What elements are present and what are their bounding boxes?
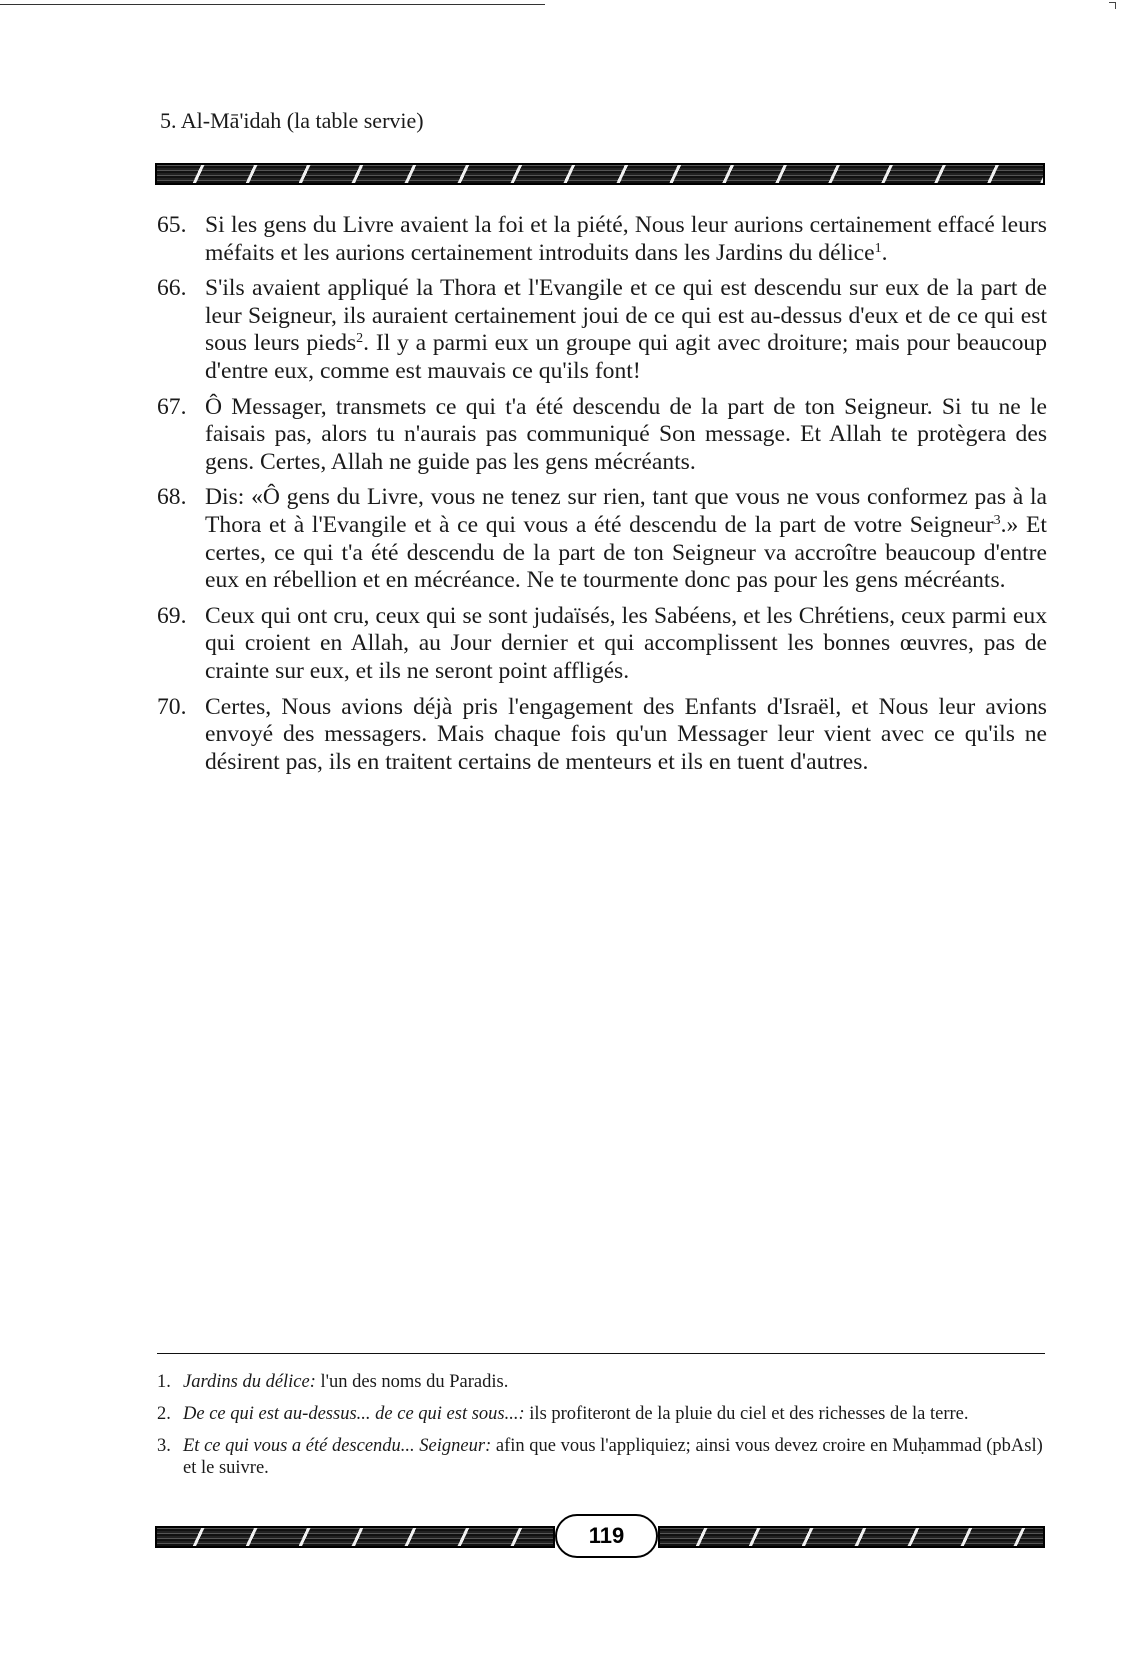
top-rule [0,4,545,5]
footnote-body: De ce qui est au-dessus... de ce qui est sous...: ils profiteront de la pluie du ciel et des richesses de la terre. [183,1404,969,1424]
footnote-term: Et ce qui vous a été descendu... Seigneur: [183,1436,492,1456]
footnote-body: Jardins du délice: l'un des noms du Paradis. [183,1372,509,1392]
footnote-term: De ce qui est au-dessus... de ce qui est sous...: [183,1404,525,1424]
verse-text: Certes, Nous avions déjà pris l'engagement des Enfants d'Israël, et Nous leur avions envoyé des messagers. Mais chaque fois qu'un Messager leur vient avec ce qu'ils ne désirent pas, ils en traitent certains de menteurs et ils en tuent d'autres. [205,693,1047,775]
verse-number: 69. [157,602,187,629]
ornamental-band-bottom-left [155,1526,555,1548]
footnote-2 [157,1403,1045,1425]
footnote-ref[interactable]: 2 [356,331,364,347]
footnote-number: 3. [157,1436,171,1456]
footnote-body: Et ce qui vous a été descendu... Seigneur: afin que vous l'appliquiez; ainsi vous devez croire en Muḥammad (pbAsl) et le suivre. [183,1436,1043,1478]
verse-67 [157,394,1047,477]
footnote-ref[interactable]: 3 [993,512,1001,528]
verse-70 [157,694,1047,777]
verse-text: Si les gens du Livre avaient la foi et la piété, Nous leur aurions certainement effacé leurs méfaits et les aurions certainement introduits dans les Jardins du délice$^1$. [205,212,1047,266]
verse-69 [157,603,1047,686]
footnote-1 [157,1371,1045,1393]
verse-number: 66. [157,275,187,302]
footnote-number: 2. [157,1404,171,1424]
verse-text: S'ils avaient appliqué la Thora et l'Evangile et ce qui est descendu sur eux de la part de leur Seigneur, ils auraient certainement joui de ce qui est au-dessus d'eux et de ce qui est sous leurs pieds$^2$. Il y a parmi eux un groupe qui agit avec droiture; mais pour beaucoup d'entre eux, comme est mauvais ce qu'ils font! [205,275,1047,384]
verse-text: Ceux qui ont cru, ceux qui se sont judaïsés, les Sabéens, et les Chrétiens, ceux parmi eux qui croient en Allah, au Jour dernier et qui accomplissent les bonnes œuvres, pas de crainte sur eux, et ils ne seront point affligés. [205,602,1047,684]
ornamental-band-top [155,163,1045,185]
footnote-separator [157,1353,1045,1354]
verse-number: 70. [157,693,187,720]
footnote-list [157,1371,1045,1489]
footnote-term: Jardins du délice: [183,1372,316,1392]
verse-65 [157,212,1047,267]
verse-68 [157,484,1047,594]
verse-text: Ô Messager, transmets ce qui t'a été descendu de la part de ton Seigneur. Si tu ne le faisais pas, alors tu n'aurais pas communiqué Son message. Et Allah te protègera des gens. Certes, Allah ne guide pas les gens mécréants. [205,393,1047,475]
verse-number: 67. [157,393,187,420]
page-number: 119 [555,1514,658,1558]
verse-number: 65. [157,212,187,238]
running-header: 5. Al-Mā'idah (la table servie) [160,108,424,133]
verse-number: 68. [157,484,187,511]
verse-text: Dis: «Ô gens du Livre, vous ne tenez sur rien, tant que vous ne vous conformez pas à la Thora et à l'Evangile et à ce qui vous a été descendu de la part de votre Seigneur$^3$.» Et certes, ce qui t'a été descendu de la part de ton Seigneur va accroître beaucoup d'entre eux en rébellion et en mécréance. Ne te tourmente donc pas pour les gens mécréants. [205,484,1047,594]
verse-66 [157,275,1047,385]
footnote-number: 1. [157,1372,171,1392]
corner-mark [1109,2,1116,9]
footnote-3 [157,1435,1045,1479]
ornamental-band-bottom-right [658,1526,1045,1548]
verse-list [157,212,1047,784]
footnote-ref[interactable]: 1 [874,240,882,256]
